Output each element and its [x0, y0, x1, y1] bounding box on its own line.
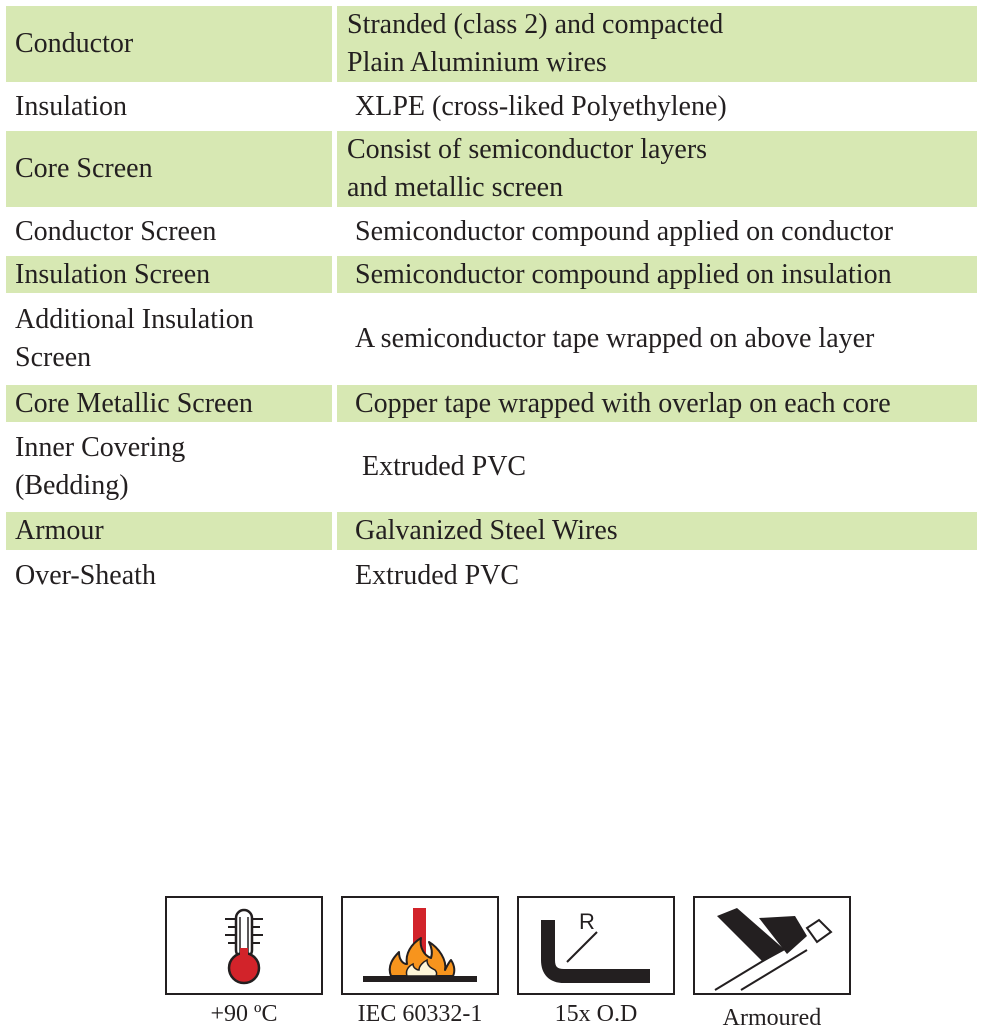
- spec-row-conductor-screen: [6, 211, 977, 252]
- spec-label: Conductor Screen: [15, 215, 217, 247]
- flame-icon: [341, 896, 499, 995]
- spec-row-inner-covering: [6, 426, 977, 508]
- spec-row-insulation: [6, 86, 977, 127]
- spec-value: Stranded (class 2) and compacted Plain Aluminium wires: [337, 6, 977, 82]
- armour-icon: [693, 896, 851, 995]
- spec-label: Core Screen: [6, 131, 332, 207]
- radius-label: R: [579, 909, 595, 934]
- spec-row-conductor: [6, 6, 977, 82]
- spec-label: Insulation Screen: [6, 256, 332, 293]
- armour-caption: Armoured: [722, 1005, 822, 1031]
- spec-label: Armour: [6, 512, 332, 550]
- bending-radius-property: [517, 896, 675, 1027]
- thermometer-icon: [165, 896, 323, 995]
- temperature-caption: +90 ºC: [210, 1001, 278, 1027]
- spec-value: Extruded PVC: [355, 560, 520, 591]
- spec-label: Inner Covering (Bedding): [15, 432, 186, 501]
- spec-row-insulation-screen: [6, 256, 977, 293]
- armour-property: [693, 896, 851, 1031]
- flame-property: [341, 896, 499, 1027]
- spec-value: Galvanized Steel Wires: [337, 512, 977, 550]
- bending-radius-caption: 15x O.D: [554, 1001, 638, 1027]
- spec-row-core-metallic-screen: [6, 385, 977, 422]
- bending-radius-icon: [517, 896, 675, 995]
- spec-row-over-sheath: [6, 554, 977, 598]
- spec-row-core-screen: [6, 131, 977, 207]
- spec-row-additional-insulation-screen: [6, 297, 977, 381]
- spec-value: Semiconductor compound applied on conductor: [355, 215, 894, 247]
- spec-label: Core Metallic Screen: [6, 385, 332, 422]
- spec-value: A semiconductor tape wrapped on above layer: [355, 323, 875, 354]
- specification-table: [6, 6, 977, 602]
- spec-row-armour: [6, 512, 977, 550]
- spec-label: Conductor: [6, 6, 332, 82]
- flame-caption: IEC 60332-1: [357, 1001, 483, 1027]
- spec-value: XLPE (cross-liked Polyethylene): [355, 90, 727, 122]
- spec-value: Copper tape wrapped with overlap on each core: [337, 385, 977, 422]
- spec-value: Extruded PVC: [362, 451, 527, 482]
- spec-value: Consist of semiconductor layers and metallic screen: [337, 131, 977, 207]
- spec-label: Insulation: [15, 90, 127, 122]
- spec-label: Additional Insulation Screen: [15, 304, 254, 373]
- temperature-property: [165, 896, 323, 1027]
- spec-value: Semiconductor compound applied on insulation: [337, 256, 977, 293]
- spec-label: Over-Sheath: [15, 560, 156, 591]
